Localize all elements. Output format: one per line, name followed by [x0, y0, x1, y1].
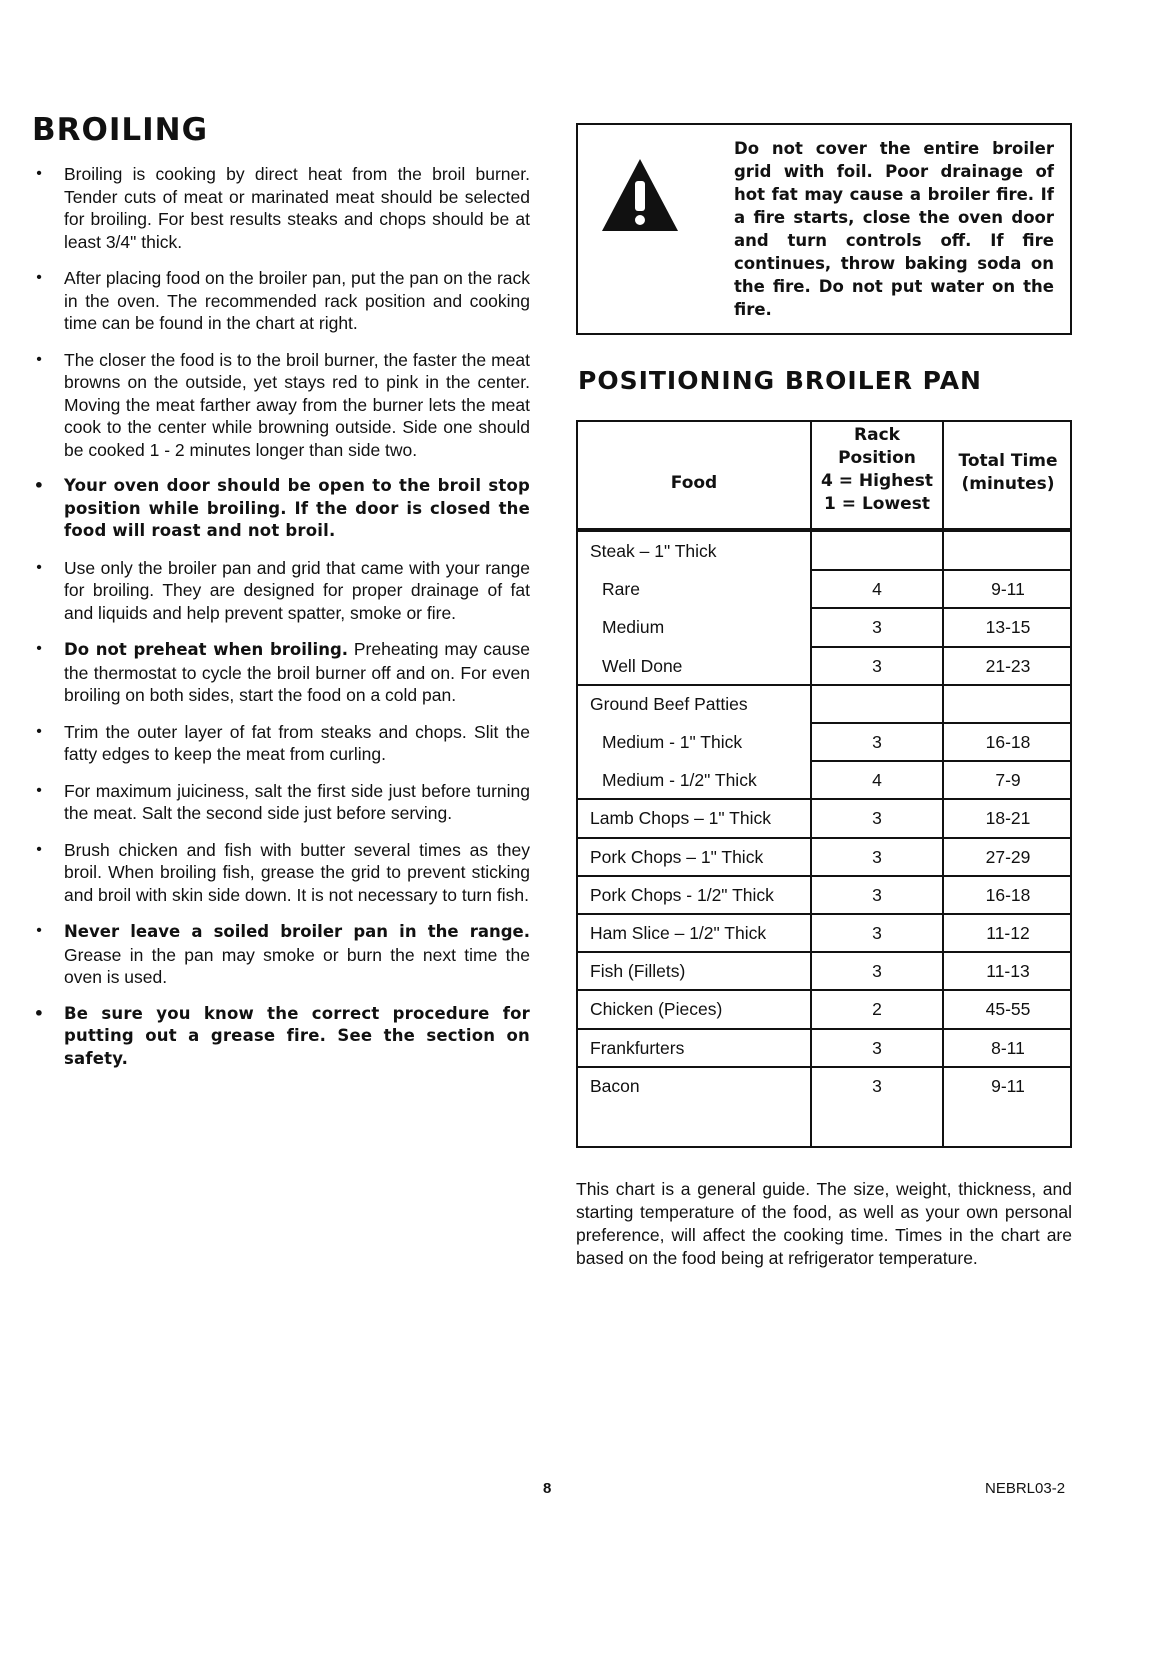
list-item — [32, 163, 530, 253]
row-divider — [578, 989, 1070, 991]
row-divider — [810, 569, 1070, 571]
table-cell-food: Medium — [602, 617, 665, 638]
table-cell-food: Rare — [602, 579, 640, 600]
table-cell-rack: 3 — [872, 961, 882, 982]
table-cell-rack: 2 — [872, 999, 882, 1020]
table-cell-rack: 3 — [872, 923, 882, 943]
header-food: Food — [670, 473, 718, 493]
table-cell-time: 16-18 — [985, 732, 1031, 752]
list-item — [32, 839, 530, 907]
warning-triangle-icon — [600, 155, 680, 235]
row-divider — [578, 837, 1070, 839]
table-cell-food: Frankfurters — [590, 1037, 685, 1058]
bullet-text: Trim the outer layer of fat from steaks and chops. Slit the fatty edges to keep the meat from curling. — [64, 721, 530, 764]
row-divider — [810, 760, 1070, 762]
bullet-text: Be sure you know the correct procedure for putting out a grease fire. See the section on safety. — [64, 1003, 530, 1068]
table-cell-rack: 3 — [872, 884, 882, 905]
table-cell-rack: 3 — [872, 617, 882, 638]
list-item — [32, 1003, 530, 1071]
table-cell-food: Chicken (Pieces) — [590, 999, 723, 1020]
table-cell-rack: 3 — [872, 1075, 882, 1096]
bullet-text: Broiling is cooking by direct heat from the broil burner. Tender cuts of meat or marinated meat should be selected for broiling. For best results steaks and chops should be at least 3/4" thick. — [64, 164, 530, 252]
warning-box — [576, 123, 1072, 335]
table-cell-time: 9-11 — [991, 1075, 1025, 1096]
row-divider — [810, 646, 1070, 648]
bullet-icon: • — [33, 476, 45, 495]
row-divider — [578, 1028, 1070, 1030]
bullet-icon: • — [36, 350, 42, 368]
list-item — [32, 920, 530, 989]
bullet-icon: • — [36, 922, 42, 939]
list-item — [32, 349, 530, 462]
table-cell-food: Medium - 1" Thick — [602, 732, 743, 752]
row-divider — [578, 684, 1070, 686]
bullet-text: Preheating may cause the thermostat to cycle the broil burner off and on. For even broiling on both sides, start the food on a cold pan. — [64, 639, 530, 705]
bullet-icon: • — [36, 165, 42, 182]
header-rack-line: Position — [838, 448, 916, 468]
warning-text: Do not cover the entire broiler grid with foil. Poor drainage of hot fat may cause a broiler fire. If a fire starts, close the oven door and turn controls off. If fire continues, throw baking soda on the fire. Do not put water on the fire. — [734, 139, 1054, 319]
broiling-chart-table — [576, 420, 1072, 1148]
chart-note: This chart is a general guide. The size, weight, thickness, and starting temperature of the food, as well as your own personal preference, will affect the cooking time. Times in the chart are based on the food being at refrigerator temperature. — [576, 1179, 1072, 1268]
table-cell-rack: 3 — [872, 846, 882, 867]
bullet-text: Your oven door should be open to the broil stop position while broiling. If the door is closed the food will roast and not broil. — [64, 476, 530, 540]
table-cell-time: 45-55 — [985, 999, 1031, 1020]
table-cell-food: Steak – 1" Thick — [590, 541, 717, 561]
bullet-text: Brush chicken and fish with butter several times as they broil. When broiling fish, grease the grid to prevent sticking and broil with skin side down. It is not necessary to turn fish. — [64, 839, 530, 905]
table-cell-time: 11-13 — [986, 961, 1030, 982]
table-cell-rack: 4 — [872, 770, 882, 791]
bullet-text: For maximum juiciness, salt the first side just before turning the meat. Salt the second side just before serving. — [64, 780, 530, 823]
table-cell-food: Fish (Fillets) — [590, 961, 686, 982]
list-item — [32, 780, 530, 825]
table-cell-time: 8-11 — [991, 1037, 1025, 1058]
table-cell-rack: 3 — [872, 732, 882, 752]
page-number: 8 — [543, 1480, 552, 1497]
table-cell-rack: 3 — [872, 808, 882, 829]
bullet-icon: • — [33, 1003, 45, 1023]
bullet-text: Use only the broiler pan and grid that came with your range for broiling. They are designed for proper drainage of fat and liquids and help prevent spatter, smoke or fire. — [64, 557, 530, 623]
document-code: NEBRL03-2 — [985, 1480, 1066, 1497]
header-rack-line: 4 = Highest — [820, 471, 933, 491]
table-cell-food: Well Done — [602, 655, 683, 676]
row-divider — [578, 875, 1070, 877]
table-cell-food: Bacon — [590, 1075, 640, 1096]
header-time-line: Total Time — [958, 451, 1058, 471]
bullet-icon: • — [36, 840, 42, 858]
table-cell-rack: 3 — [872, 655, 882, 676]
bullet-lead: Do not preheat when broiling. — [64, 640, 349, 659]
table-cell-time: 11-12 — [986, 923, 1030, 943]
row-divider — [578, 1066, 1070, 1068]
table-cell-time: 16-18 — [985, 884, 1031, 905]
header-total-time — [944, 450, 1072, 496]
table-cell-rack: 3 — [872, 1037, 882, 1058]
list-item — [32, 638, 530, 707]
table-cell-time: 21-23 — [985, 655, 1031, 676]
table-cell-time: 27-29 — [985, 846, 1031, 867]
bullet-lead: Never leave a soiled broiler pan in the range. — [64, 922, 530, 941]
table-cell-time: 13-15 — [985, 617, 1031, 638]
table-cell-food: Ham Slice – 1/2" Thick — [590, 923, 767, 943]
bullet-text: Grease in the pan may smoke or burn the next time the oven is used. — [64, 944, 530, 987]
header-rule — [578, 528, 1070, 532]
table-cell-time: 7-9 — [995, 770, 1021, 791]
header-rack-position — [812, 424, 942, 516]
list-item — [32, 557, 530, 625]
row-divider — [578, 798, 1070, 800]
broiling-tips-list — [32, 163, 530, 1084]
table-cell-food: Lamb Chops – 1" Thick — [590, 808, 771, 829]
table-cell-food: Pork Chops – 1" Thick — [590, 846, 764, 867]
row-divider — [578, 951, 1070, 953]
row-divider — [578, 913, 1070, 915]
bullet-icon: • — [36, 640, 42, 657]
row-divider — [810, 607, 1070, 609]
section-title-positioning: POSITIONING BROILER PAN — [578, 366, 982, 395]
table-cell-food: Pork Chops - 1/2" Thick — [590, 884, 774, 905]
header-time-line: (minutes) — [961, 474, 1055, 494]
bullet-icon: • — [36, 269, 42, 286]
table-cell-rack: 4 — [872, 579, 882, 600]
table-cell-food: Ground Beef Patties — [590, 693, 748, 714]
page-title: BROILING — [32, 112, 209, 148]
list-item — [32, 721, 530, 766]
table-cell-time: 9-11 — [991, 579, 1025, 600]
row-divider — [810, 722, 1070, 724]
header-rack-line: 1 = Lowest — [824, 494, 930, 514]
bullet-icon: • — [36, 781, 42, 799]
table-cell-food: Medium - 1/2" Thick — [602, 770, 757, 791]
bullet-text: After placing food on the broiler pan, put the pan on the rack in the oven. The recommended rack position and cooking time can be found in the chart at right. — [64, 268, 531, 333]
list-item — [32, 267, 530, 335]
list-item — [32, 475, 530, 543]
bullet-icon: • — [36, 558, 42, 576]
bullet-text: The closer the food is to the broil burner, the faster the meat browns on the outside, yet stays red to pink in the center. Moving the meat farther away from the burner lets the meat cook to the center while browning outside. Side one should be cooked 1 - 2 minutes longer than side two. — [64, 349, 530, 460]
table-cell-time: 18-21 — [985, 808, 1031, 829]
bullet-icon: • — [36, 722, 42, 740]
header-rack-line: Rack — [854, 425, 900, 445]
